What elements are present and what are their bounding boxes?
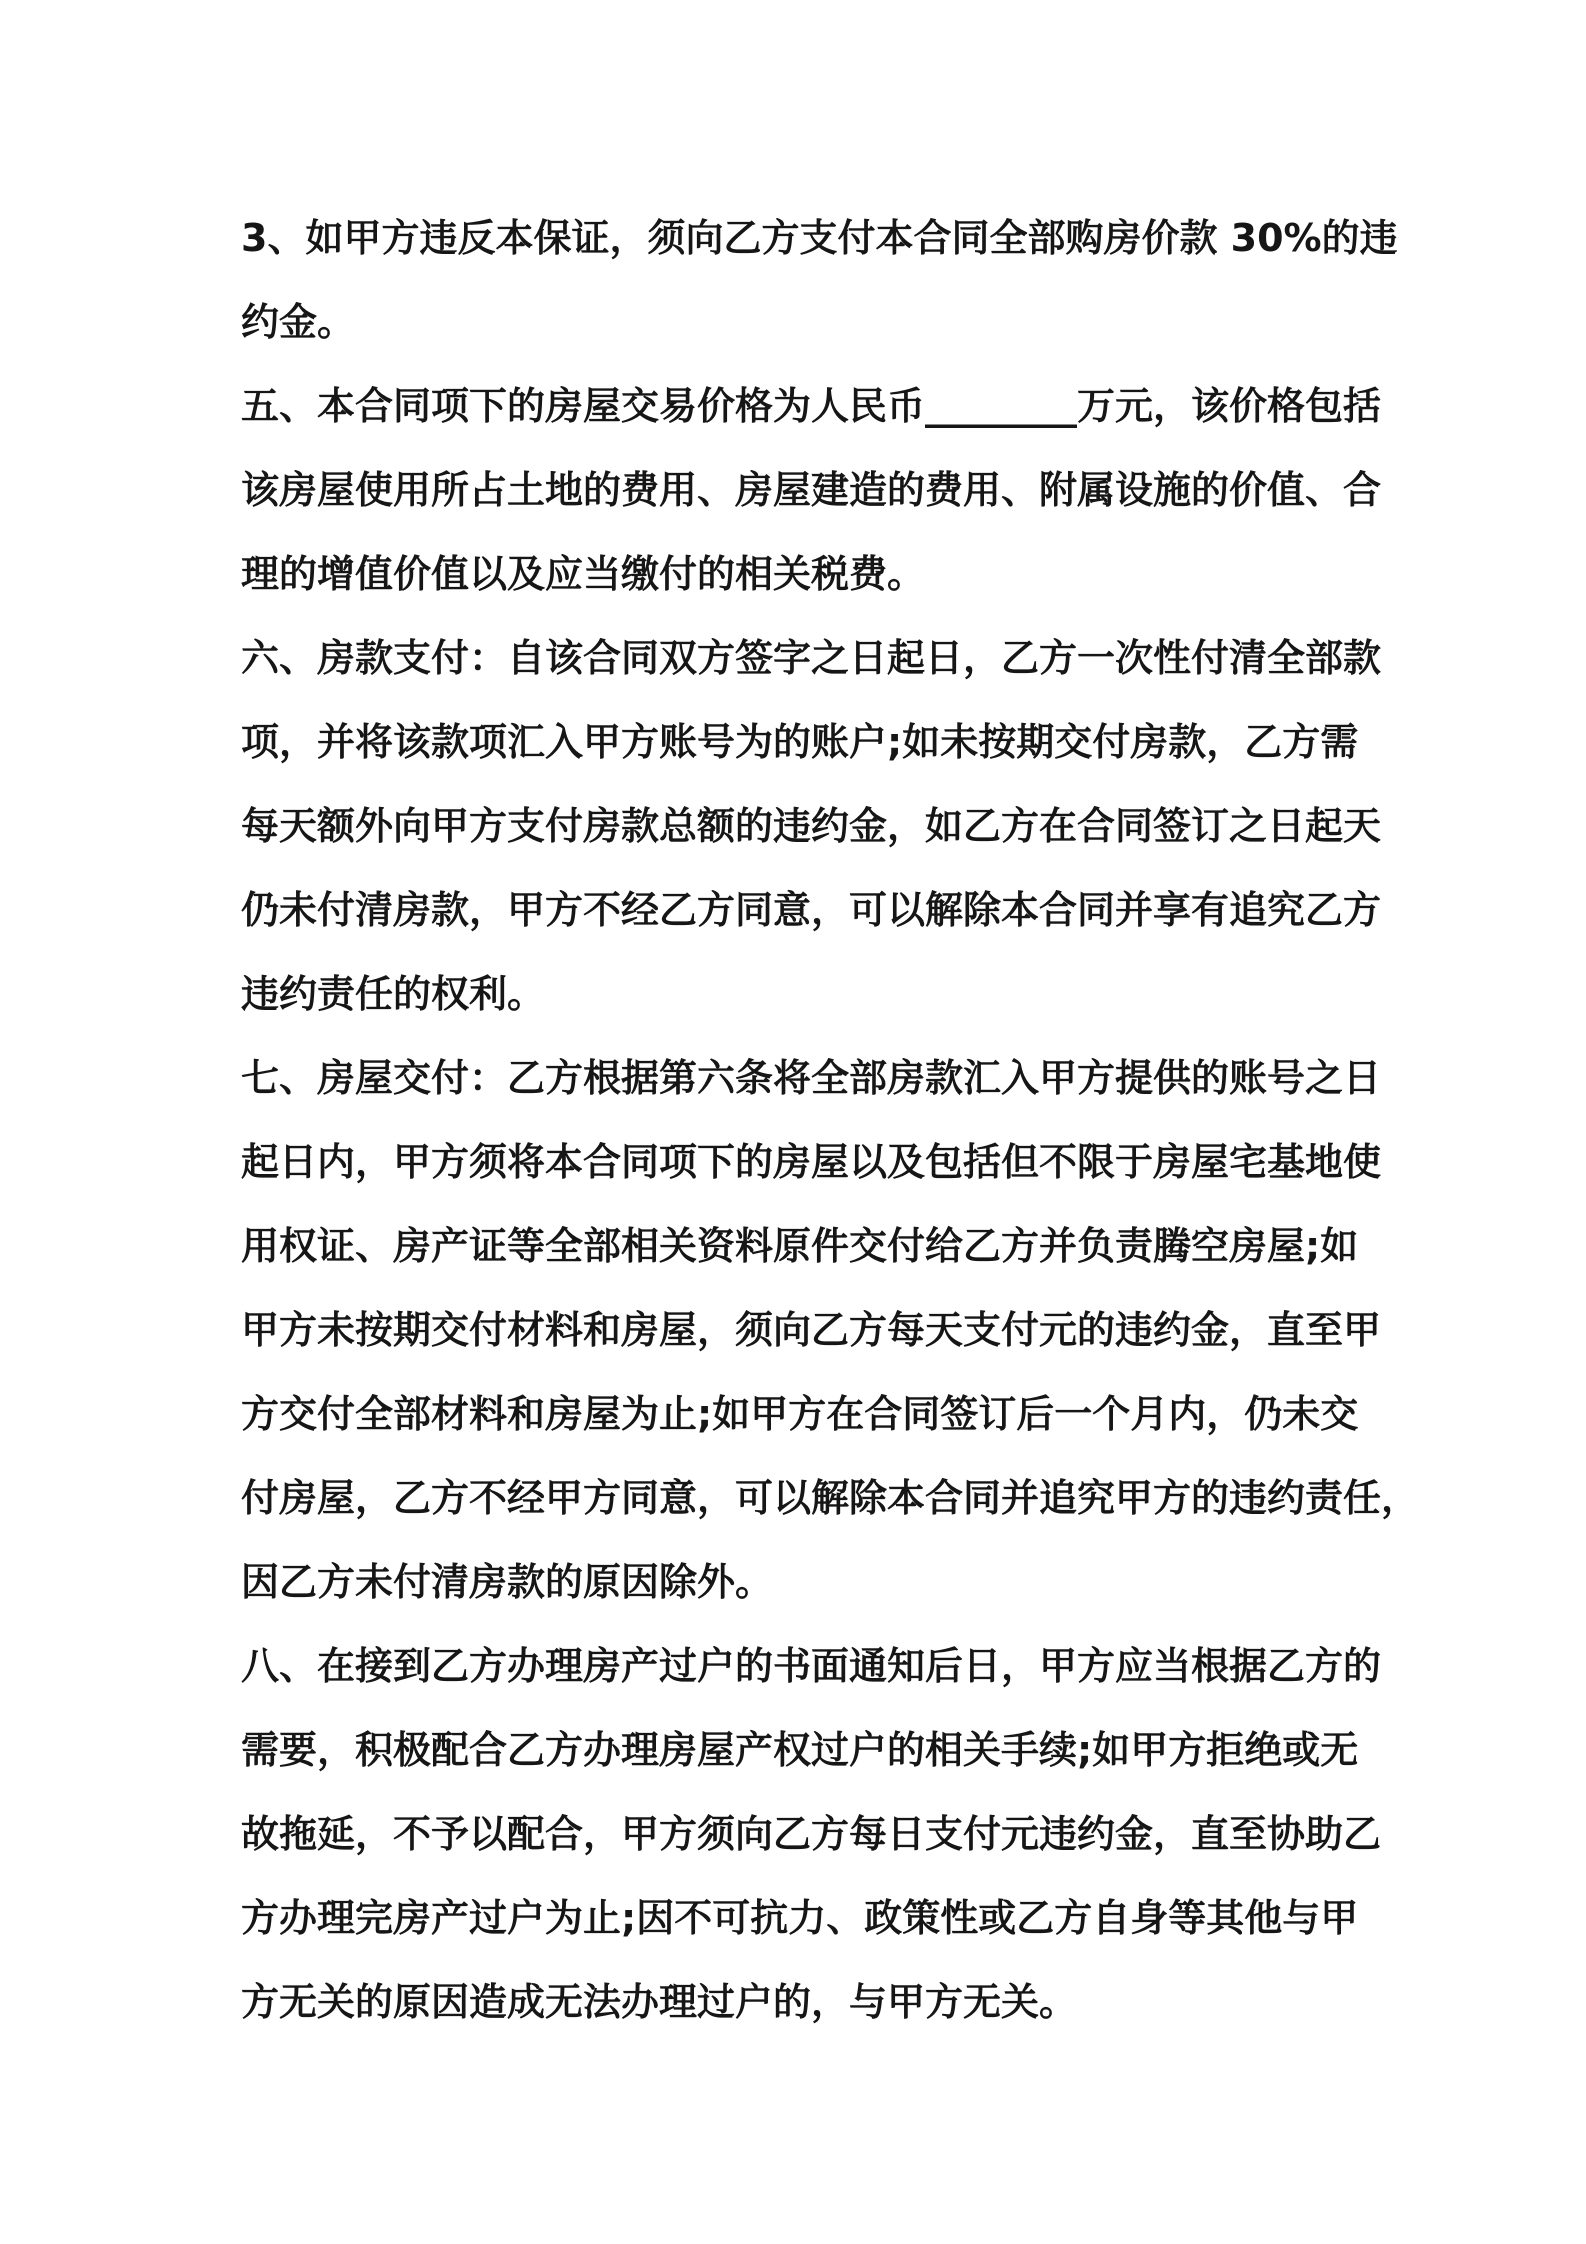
text-line: 约金。 xyxy=(241,300,356,344)
text-line: 八、在接到乙方办理房产过户的书面通知后日，甲方应当根据乙方的 xyxy=(241,1644,1382,1688)
text-line: 用权证、房产证等全部相关资料原件交付给乙方并负责腾空房屋;如 xyxy=(241,1224,1359,1268)
text-line: 方办理完房产过户为止;因不可抗力、政策性或乙方自身等其他与甲 xyxy=(241,1896,1359,1940)
text-line: 每天额外向甲方支付房款总额的违约金，如乙方在合同签订之日起天 xyxy=(241,804,1382,848)
text-line: 仍未付清房款，甲方不经乙方同意，可以解除本合同并享有追究乙方 xyxy=(241,888,1382,932)
text-line: 起日内，甲方须将本合同项下的房屋以及包括但不限于房屋宅基地使 xyxy=(241,1140,1382,1184)
text-line: 故拖延，不予以配合，甲方须向乙方每日支付元违约金，直至协助乙 xyxy=(241,1812,1382,1856)
text-line: 甲方未按期交付材料和房屋，须向乙方每天支付元的违约金，直至甲 xyxy=(241,1308,1382,1352)
text-line: 理的增值价值以及应当缴付的相关税费。 xyxy=(241,552,926,596)
text-line: 付房屋，乙方不经甲方同意，可以解除本合同并追究甲方的违约责任， xyxy=(241,1476,1420,1520)
text-line: 项，并将该款项汇入甲方账号为的账户;如未按期交付房款，乙方需 xyxy=(241,720,1359,764)
text-line: 3、如甲方违反本保证，须向乙方支付本合同全部购房价款 30%的违 xyxy=(241,216,1398,260)
text-line: 违约责任的权利。 xyxy=(241,972,546,1016)
text-line: 方交付全部材料和房屋为止;如甲方在合同签订后一个月内，仍未交 xyxy=(241,1392,1359,1436)
text-line: 六、房款支付：自该合同双方签字之日起日，乙方一次性付清全部款 xyxy=(241,636,1382,680)
text-line: 需要，积极配合乙方办理房屋产权过户的相关手续;如甲方拒绝或无 xyxy=(241,1728,1359,1772)
contract-text xyxy=(241,196,1420,2044)
text-line: 五、本合同项下的房屋交易价格为人民币________万元，该价格包括 xyxy=(241,384,1382,428)
text-line: 该房屋使用所占土地的费用、房屋建造的费用、附属设施的价值、合 xyxy=(241,468,1382,512)
text-line: 因乙方未付清房款的原因除外。 xyxy=(241,1560,774,1604)
text-line: 七、房屋交付：乙方根据第六条将全部房款汇入甲方提供的账号之日 xyxy=(241,1056,1382,1100)
text-line: 方无关的原因造成无法办理过户的，与甲方无关。 xyxy=(241,1980,1078,2024)
